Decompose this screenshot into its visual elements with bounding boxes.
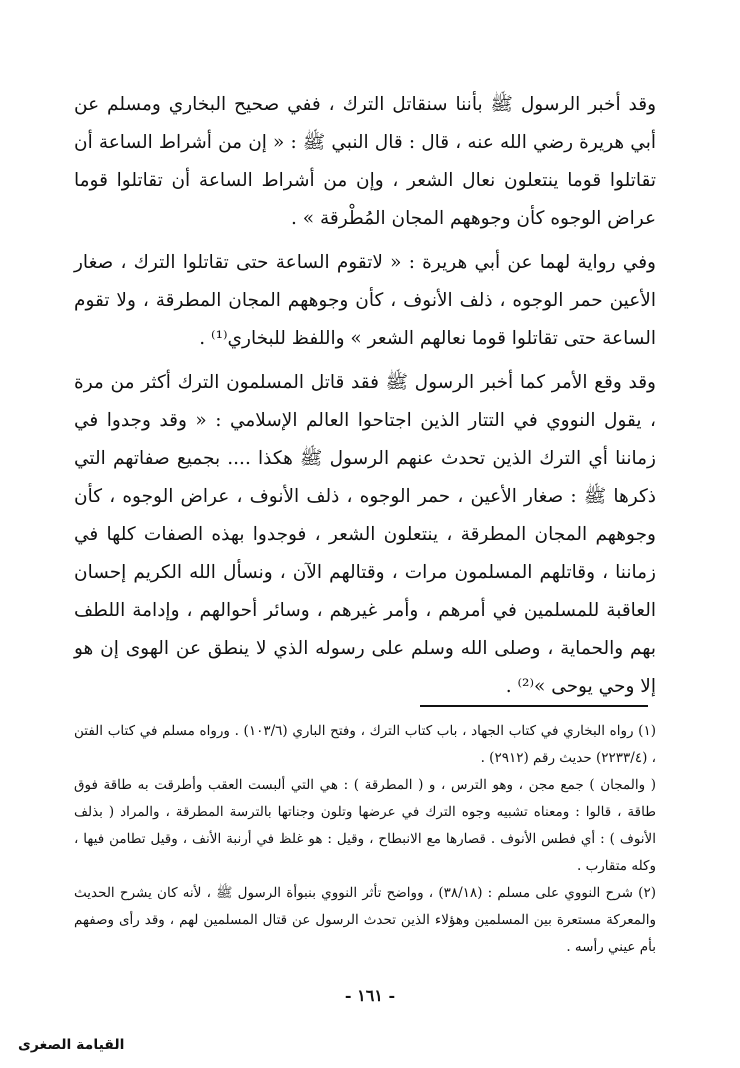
footnotes <box>74 718 656 961</box>
footnote-separator <box>420 705 648 707</box>
footnote-1: (١) رواه البخاري في كتاب الجهاد ، باب كتاب الترك ، وفتح الباري (١٠٣/٦) . ورواه مسلم في كتاب الفتن ، (٢٢٣٣/٤) حديث رقم (٢٩١٢) . <box>74 723 656 766</box>
running-footer-book-title: القيامة الصغرى <box>18 1037 125 1053</box>
footnote-1-gloss: ( والمجان ) جمع مجن ، وهو الترس ، و ( المطرقة ) : هي التي ألبست العقب وأطرقت به طاقة فوق طاقة ، قالوا : ومعناه تشبيه وجوه الترك في عرضها وتلون وجناتها بالترسة المطرقة ، والمراد ( بذلف الأنوف ) : أي فطس الأنوف . قصارها مع الانبطاح ، وقيل : هو غلظ في أرنبة الأنف ، وقيل تطامن فيها ، وكله متقارب . <box>74 777 656 874</box>
paragraph-3: وقد وقع الأمر كما أخبر الرسول ﷺ فقد قاتل المسلمون الترك أكثر من مرة ، يقول النووي في التتار الذين اجتاحوا العالم الإسلامي : « وقد وجدوا في زماننا أي الترك الذين تحدث عنهم الرسول ﷺ هكذا .... بجميع صفاتهم التي ذكرها ﷺ : صغار الأعين ، حمر الوجوه ، ذلف الأنوف ، عراض الوجوه ، كأن وجوههم المجان المطرقة ، ينتعلون الشعر ، فوجدوا بهذه الصفات كلها في زماننا ، وقاتلهم المسلمون مرات ، وقتالهم الآن ، ونسأل الله الكريم إحسان العاقبة للمسلمين في أمرهم ، وأمر غيرهم ، وسائر أحوالهم ، وإدامة اللطف بهم والحماية ، وصلى الله وسلم على رسوله الذي لا ينطق عن الهوى إن هو إلا وحي يوحى »⁽²⁾ . <box>74 372 656 697</box>
paragraph-2: وفي رواية لهما عن أبي هريرة : « لاتقوم الساعة حتى تقاتلوا الترك ، صغار الأعين حمر الوجوه ، ذلف الأنوف ، كأن وجوههم المجان المطرقة ، ولا تقوم الساعة حتى تقاتلوا قوما نعالهم الشعر » واللفظ للبخاري⁽¹⁾ . <box>74 252 656 349</box>
footnote-2: (٢) شرح النووي على مسلم : (٣٨/١٨) ، وواضح تأثر النووي بنبوأة الرسول ﷺ ، لأنه كان يشرح الحديث والمعركة مستعرة بين المسلمين وهؤلاء الذين تحدث الرسول عن قتال المسلمين لهم ، وقد رأى وصفهم بأم عيني رأسه . <box>74 885 656 955</box>
main-text <box>74 86 656 706</box>
page-number: - ١٦١ - <box>344 986 396 1005</box>
paragraph-1: وقد أخبر الرسول ﷺ بأننا سنقاتل الترك ، ففي صحيح البخاري ومسلم عن أبي هريرة رضي الله عنه ، قال : قال النبي ﷺ : « إن من أشراط الساعة أن تقاتلوا قوما ينتعلون نعال الشعر ، وإن من أشراط الساعة أن تقاتلوا قوما عراض الوجوه كأن وجوههم المجان المُطْرقة » . <box>74 94 656 229</box>
